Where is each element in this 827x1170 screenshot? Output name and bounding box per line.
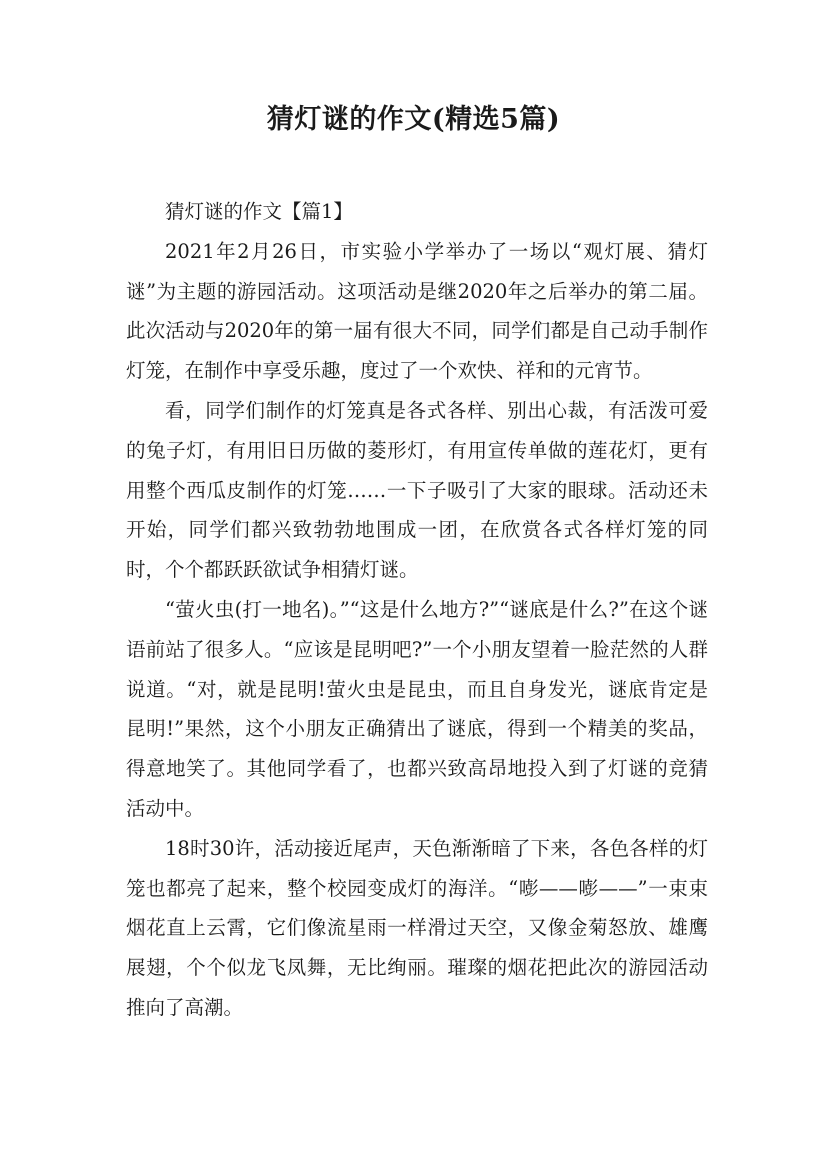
- paragraph-4: 18时30许，活动接近尾声，天色渐渐暗了下来，各色各样的灯笼也都亮了起来，整个校园变成灯的海洋。“嘭——嘭——”一束束烟花直上云霄，它们像流星雨一样滑过天空，又像金菊怒放、雄鹰展翅，个个似龙飞凤舞，无比绚丽。璀璨的烟花把此次的游园活动推向了高潮。: [126, 836, 708, 1019]
- paragraph-2: 看，同学们制作的灯笼真是各式各样、别出心裁，有活泼可爱的兔子灯，有用旧日历做的菱形灯，有用宣传单做的莲花灯，更有用整个西瓜皮制作的灯笼……一下子吸引了大家的眼球。活动还未开始，同学们都兴致勃勃地围成一团，在欣赏各式各样灯笼的同时，个个都跃跃欲试争相猜灯谜。: [126, 398, 708, 582]
- paragraph-3: “萤火虫(打一地名)。”“这是什么地方?”“谜底是什么?”在这个谜语前站了很多人。“应该是昆明吧?”一个小朋友望着一脸茫然的人群说道。“对，就是昆明!萤火虫是昆虫，而且自身发光，谜底肯定是昆明!”果然，这个小朋友正确猜出了谜底，得到一个精美的奖品，得意地笑了。其他同学看了，也都兴致高昂地投入到了灯谜的竞猜活动中。: [126, 597, 708, 820]
- document-body: [126, 192, 708, 1028]
- document-title: 猜灯谜的作文(精选5篇): [266, 104, 561, 135]
- section-heading: 猜灯谜的作文【篇1】: [165, 200, 353, 223]
- paragraph-1: 2021年2月26日，市实验小学举办了一场以“观灯展、猜灯谜”为主题的游园活动。这项活动是继2020年之后举办的第二届。此次活动与2020年的第一届有很大不同，同学们都是自己动手制作灯笼，在制作中享受乐趣，度过了一个欢快、祥和的元宵节。: [126, 239, 708, 383]
